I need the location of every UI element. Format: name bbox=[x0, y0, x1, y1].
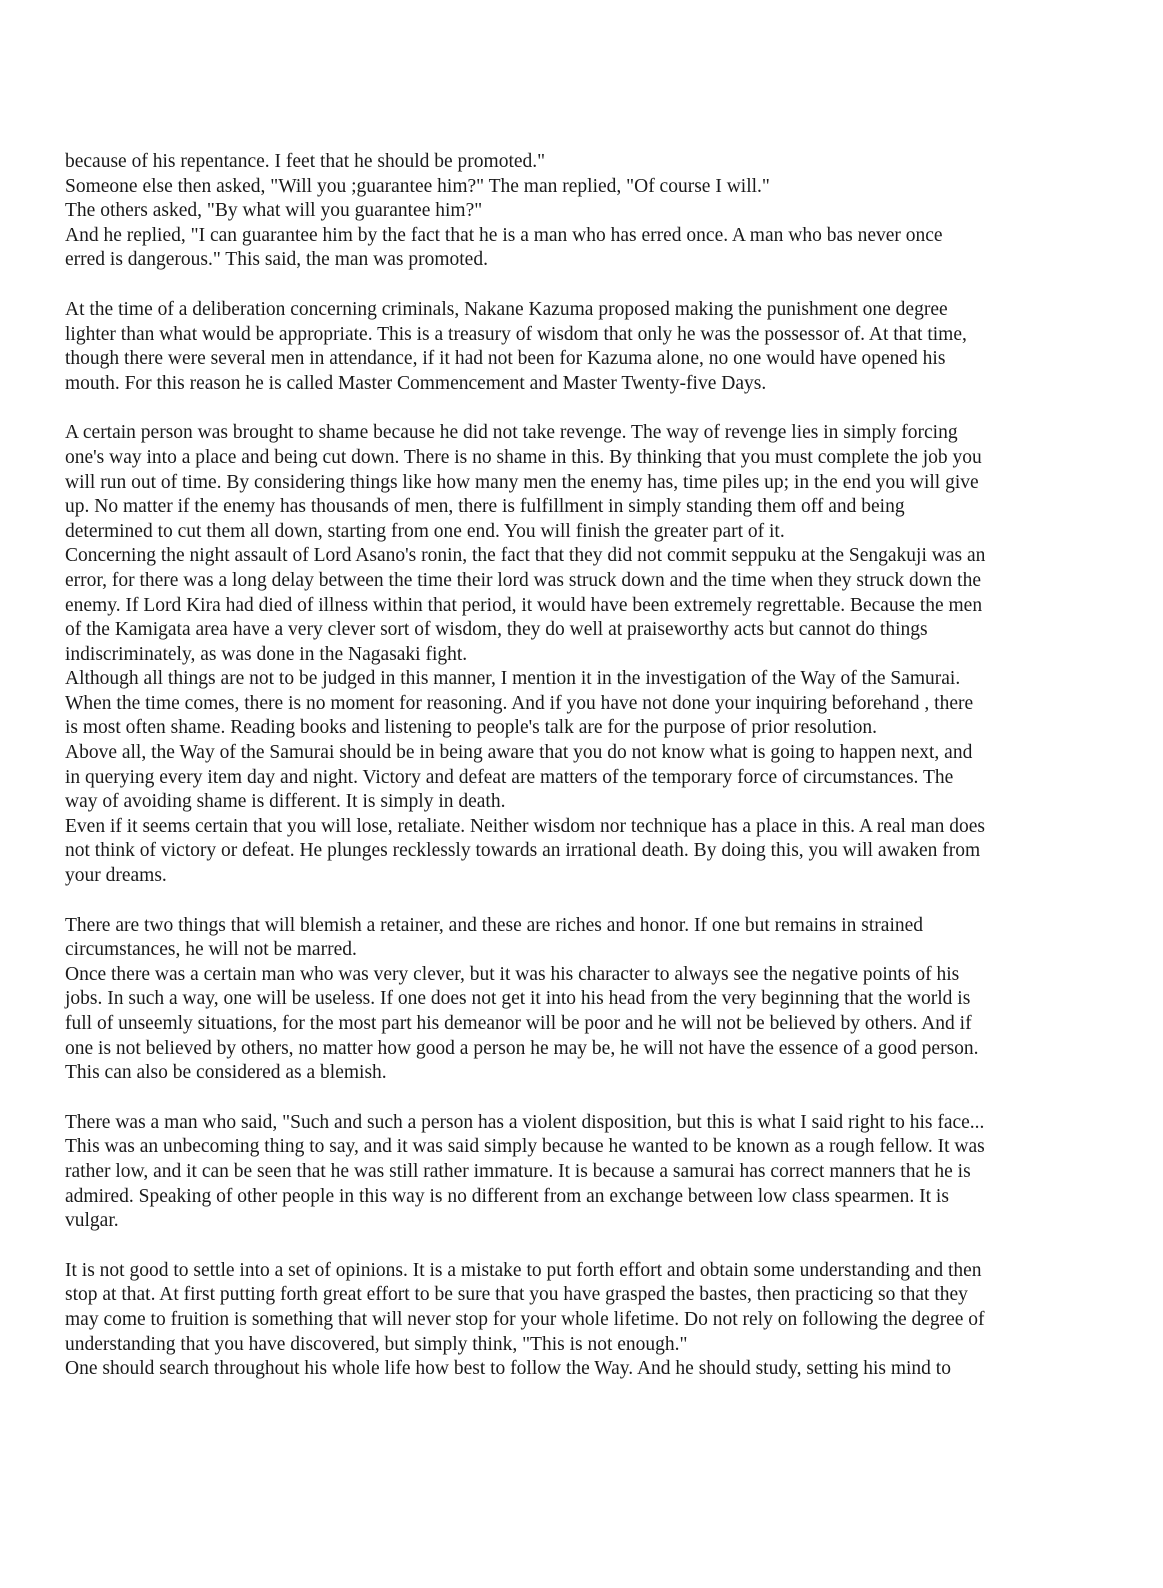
text-line: Above all, the Way of the Samurai should be in being aware that you do not know what is going to happen next, and bbox=[65, 742, 973, 764]
paragraph-blemish bbox=[65, 914, 1100, 1086]
text-line: will run out of time. By considering things like how many men the enemy has, time piles up; in the end you will give bbox=[65, 471, 979, 493]
text-line: is most often shame. Reading books and listening to people's talk are for the purpose of prior resolution. bbox=[65, 717, 878, 739]
paragraph-repentance bbox=[65, 150, 1100, 273]
text-line: A certain person was brought to shame because he did not take revenge. The way of revenge lies in simply forcing bbox=[65, 422, 958, 444]
text-line: one is not believed by others, no matter how good a person he may be, he will not have the essence of a good person. bbox=[65, 1037, 979, 1059]
text-line: not think of victory or defeat. He plunges recklessly towards an irrational death. By doing this, you will awaken from bbox=[65, 840, 981, 862]
text-line: way of avoiding shame is different. It is simply in death. bbox=[65, 791, 506, 813]
text-line: determined to cut them all down, starting from one end. You will finish the greater part of it. bbox=[65, 520, 785, 542]
text-line: because of his repentance. I feet that he should be promoted." bbox=[65, 151, 546, 172]
text-line: though there were several men in attendance, if it had not been for Kazuma alone, no one would have opened his bbox=[65, 348, 946, 370]
text-line: When the time comes, there is no moment for reasoning. And if you have not done your inquiring beforehand , there bbox=[65, 692, 974, 714]
text-line: of the Kamigata area have a very clever sort of wisdom, they do well at praiseworthy acts but cannot do things bbox=[65, 619, 928, 641]
text-line: in querying every item day and night. Victory and defeat are matters of the temporary force of circumstances. The bbox=[65, 766, 954, 788]
text-line: erred is dangerous." This said, the man was promoted. bbox=[65, 249, 488, 271]
text-line: This can also be considered as a blemish. bbox=[65, 1062, 387, 1084]
paragraph-violent-disposition bbox=[65, 1111, 1100, 1234]
text-line: Although all things are not to be judged in this manner, I mention it in the investigation of the Way of the Samurai. bbox=[65, 668, 961, 690]
text-line: jobs. In such a way, one will be useless. If one does not get it into his head from the very beginning that the world is bbox=[65, 988, 971, 1010]
text-line: lighter than what would be appropriate. This is a treasury of wisdom that only he was the possessor of. At that time, bbox=[65, 323, 967, 345]
text-line: enemy. If Lord Kira had died of illness within that period, it would have been extremely regrettable. Because the men bbox=[65, 594, 983, 616]
text-line: circumstances, he will not be marred. bbox=[65, 939, 357, 961]
text-line: error, for there was a long delay between the time their lord was struck down and the time when they struck down the bbox=[65, 569, 981, 591]
text-line: One should search throughout his whole life how best to follow the Way. And he should study, setting his mind to bbox=[65, 1358, 951, 1380]
text-line: And he replied, "I can guarantee him by the fact that he is a man who has erred once. A man who bas never once bbox=[65, 224, 943, 246]
text-line: Once there was a certain man who was very clever, but it was his character to always see the negative points of his bbox=[65, 963, 960, 985]
text-line: up. No matter if the enemy has thousands of men, there is fulfillment in simply standing them off and being bbox=[65, 496, 905, 518]
text-line: Concerning the night assault of Lord Asano's ronin, the fact that they did not commit seppuku at the Sengakuji was an bbox=[65, 545, 986, 567]
text-line: At the time of a deliberation concerning criminals, Nakane Kazuma proposed making the punishment one degree bbox=[65, 298, 948, 320]
text-line: may come to fruition is something that will never stop for your whole lifetime. Do not rely on following the degree of bbox=[65, 1308, 985, 1330]
text-line: There was a man who said, "Such and such a person has a violent disposition, but this is what I said right to his face... bbox=[65, 1111, 985, 1133]
text-line: Even if it seems certain that you will lose, retaliate. Neither wisdom nor technique has a place in this. A real man does bbox=[65, 815, 986, 837]
text-line: The others asked, "By what will you guarantee him?" bbox=[65, 200, 483, 222]
text-line: full of unseemly situations, for the most part his demeanor will be poor and he will not be believed by others. And if bbox=[65, 1013, 972, 1034]
text-line: This was an unbecoming thing to say, and it was said simply because he wanted to be known as a rough fellow. It was bbox=[65, 1136, 985, 1158]
text-line: indiscriminately, as was done in the Nagasaki fight. bbox=[65, 643, 468, 665]
paragraph-kazuma bbox=[65, 298, 1100, 396]
text-line: vulgar. bbox=[65, 1210, 119, 1232]
paragraph-revenge bbox=[65, 421, 1100, 888]
text-line: rather low, and it can be seen that he was still rather immature. It is because a samurai has correct manners that he is bbox=[65, 1160, 971, 1182]
text-line: There are two things that will blemish a retainer, and these are riches and honor. If one but remains in strained bbox=[65, 914, 924, 936]
text-line: It is not good to settle into a set of opinions. It is a mistake to put forth effort and obtain some understanding and then bbox=[65, 1259, 982, 1281]
text-line: stop at that. At first putting forth great effort to be sure that you have grasped the bastes, then practicing so that they bbox=[65, 1284, 968, 1306]
text-line: Someone else then asked, "Will you ;guarantee him?" The man replied, "Of course I will." bbox=[65, 175, 770, 197]
document-page bbox=[65, 150, 1100, 1382]
paragraph-opinions bbox=[65, 1259, 1100, 1382]
text-line: your dreams. bbox=[65, 865, 167, 887]
text-line: admired. Speaking of other people in this way is no different from an exchange between low class spearmen. It is bbox=[65, 1185, 949, 1207]
text-line: mouth. For this reason he is called Master Commencement and Master Twenty-five Days. bbox=[65, 372, 767, 394]
text-line: one's way into a place and being cut down. There is no shame in this. By thinking that you must complete the job you bbox=[65, 446, 982, 468]
text-line: understanding that you have discovered, but simply think, "This is not enough." bbox=[65, 1333, 688, 1355]
